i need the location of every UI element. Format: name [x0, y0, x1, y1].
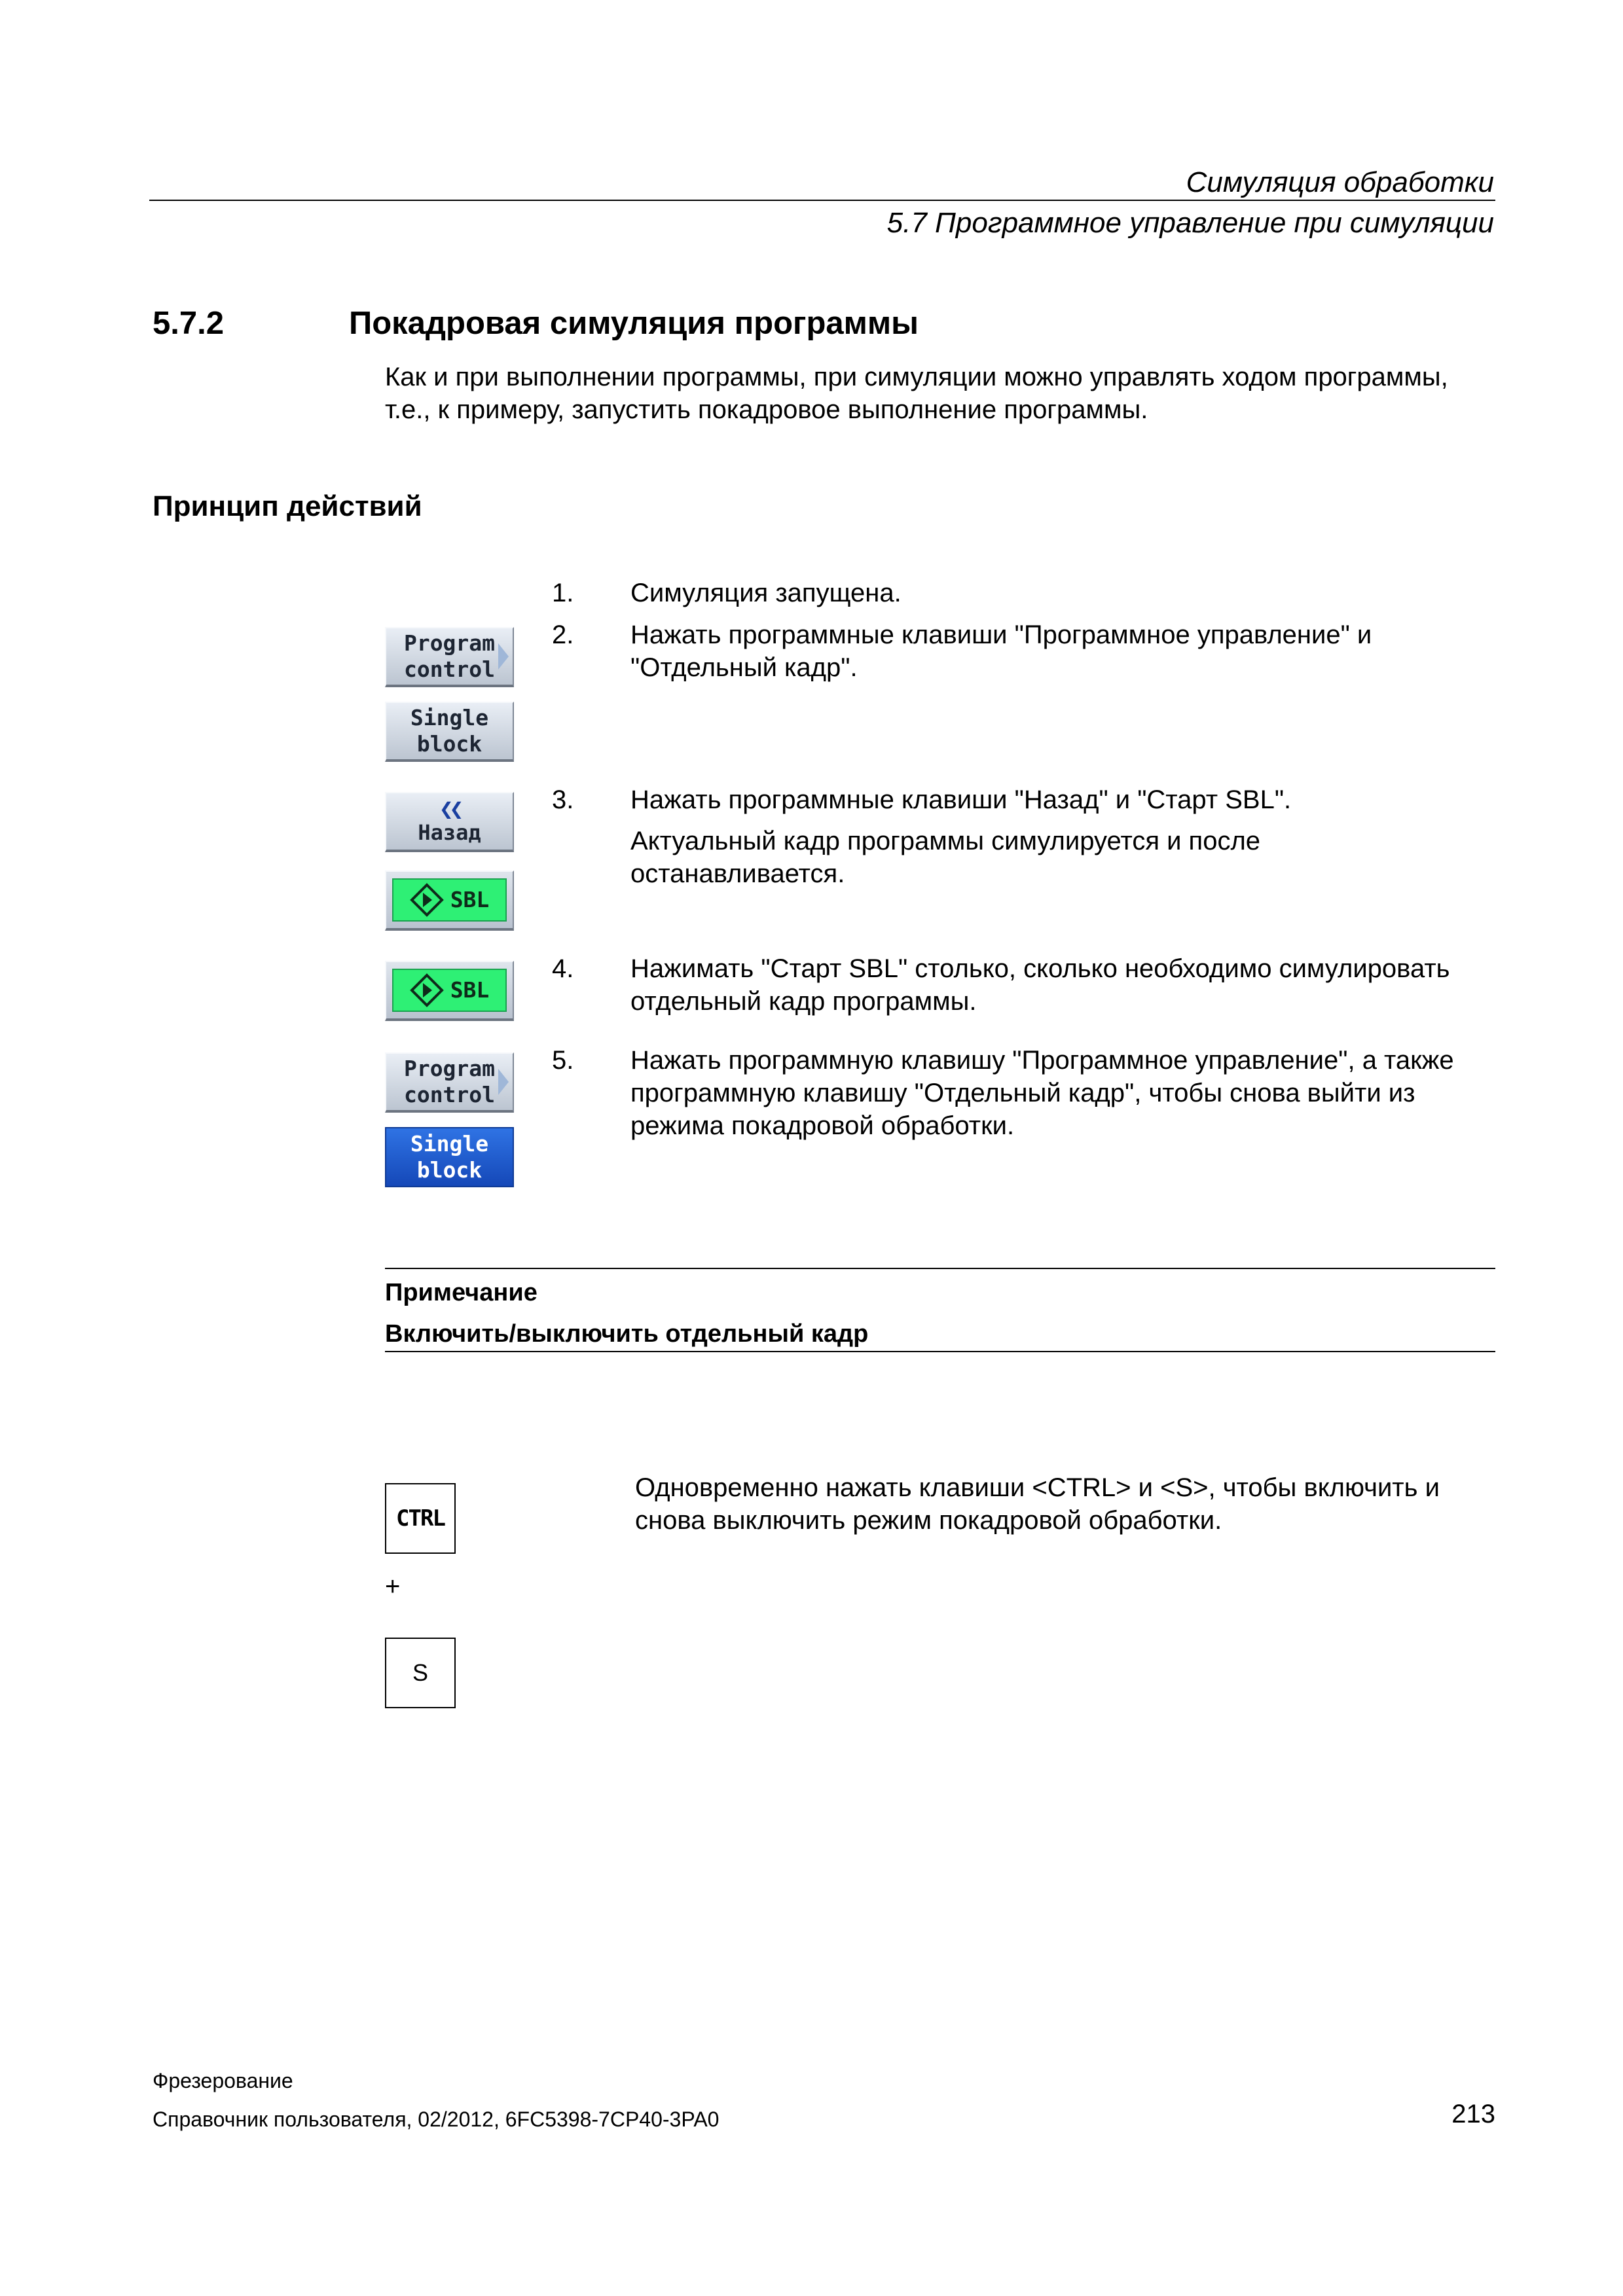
step-3-extra-2: останавливается. [630, 859, 845, 888]
step-5-line-3: режима покадровой обработки. [630, 1111, 1015, 1140]
step-3-extra-1: Актуальный кадр программы симулируется и после [630, 827, 1261, 855]
intro-line-1: Как и при выполнении программы, при симуляции можно управлять ходом программы, [385, 363, 1448, 391]
back-label: Назад [418, 820, 481, 845]
sbl-label: SBL [450, 887, 490, 912]
step-3-number: 3. [552, 785, 574, 814]
step-5-number: 5. [552, 1046, 574, 1075]
start-sbl-softkey[interactable] [385, 870, 514, 931]
back-softkey[interactable] [385, 792, 514, 852]
program-control-softkey[interactable] [385, 627, 514, 687]
program-control-label-2: control [403, 1082, 496, 1107]
plus-sign: + [385, 1572, 401, 1601]
program-control-label-1: Program [403, 630, 496, 656]
step-5-line-1: Нажать программную клавишу "Программное управление", а также [630, 1046, 1454, 1075]
single-block-label-1: Single [410, 1131, 489, 1157]
header-rule [149, 200, 1495, 201]
step-4-number: 4. [552, 954, 574, 983]
single-block-label-2: block [416, 731, 483, 757]
double-chevron-left-icon: ❮❮ [439, 796, 460, 823]
single-block-label-1: Single [410, 705, 489, 730]
step-2-line-2: "Отдельный кадр". [630, 653, 858, 682]
step-4-line-1: Нажимать "Старт SBL" столько, сколько необходимо симулировать [630, 954, 1450, 983]
sbl-indicator [392, 878, 507, 922]
cycle-start-icon [410, 883, 444, 917]
single-block-softkey-active[interactable] [385, 1127, 514, 1187]
note-title: Включить/выключить отдельный кадр [385, 1320, 869, 1348]
note-rule-top [385, 1268, 1495, 1269]
footer-title: Фрезерование [153, 2069, 293, 2092]
note-label: Примечание [385, 1279, 538, 1306]
header-section: 5.7 Программное управление при симуляции [886, 207, 1494, 239]
header-chapter: Симуляция обработки [1186, 166, 1494, 198]
sbl-label: SBL [450, 977, 490, 1003]
intro-line-2: т.е., к примеру, запустить покадровое выполнение программы. [385, 395, 1148, 424]
start-sbl-softkey-2[interactable] [385, 961, 514, 1021]
principle-heading: Принцип действий [153, 490, 422, 522]
step-2-line-1: Нажать программные клавиши "Программное управление" и [630, 620, 1372, 649]
footer-doc-info: Справочник пользователя, 02/2012, 6FC5398-7CP40-3PA0 [153, 2108, 720, 2131]
ctrl-key[interactable]: CTRL [385, 1483, 456, 1554]
s-key[interactable]: S [385, 1638, 456, 1708]
step-3-line-1: Нажать программные клавиши "Назад" и "Старт SBL". [630, 785, 1292, 814]
step-4-line-2: отдельный кадр программы. [630, 987, 977, 1016]
note-text-line-1: Одновременно нажать клавиши <CTRL> и <S>, чтобы включить и [635, 1473, 1440, 1502]
arrow-right-icon [498, 1069, 509, 1095]
single-block-label-2: block [416, 1157, 483, 1183]
sbl-indicator [392, 969, 507, 1012]
program-control-label-1: Program [403, 1056, 496, 1081]
cycle-start-icon [410, 973, 444, 1007]
arrow-right-icon [498, 643, 509, 670]
page-number: 213 [1451, 2100, 1495, 2128]
step-1-text: Симуляция запущена. [630, 579, 902, 607]
program-control-label-2: control [403, 656, 496, 682]
program-control-softkey-2[interactable] [385, 1052, 514, 1113]
note-text-line-2: снова выключить режим покадровой обработки. [635, 1506, 1222, 1535]
section-number: 5.7.2 [153, 306, 224, 341]
step-1-number: 1. [552, 579, 574, 607]
step-2-number: 2. [552, 620, 574, 649]
note-rule-bottom [385, 1351, 1495, 1352]
step-5-line-2: программную клавишу "Отдельный кадр", чтобы снова выйти из [630, 1079, 1415, 1107]
single-block-softkey[interactable] [385, 702, 514, 762]
section-title: Покадровая симуляция программы [349, 306, 919, 341]
